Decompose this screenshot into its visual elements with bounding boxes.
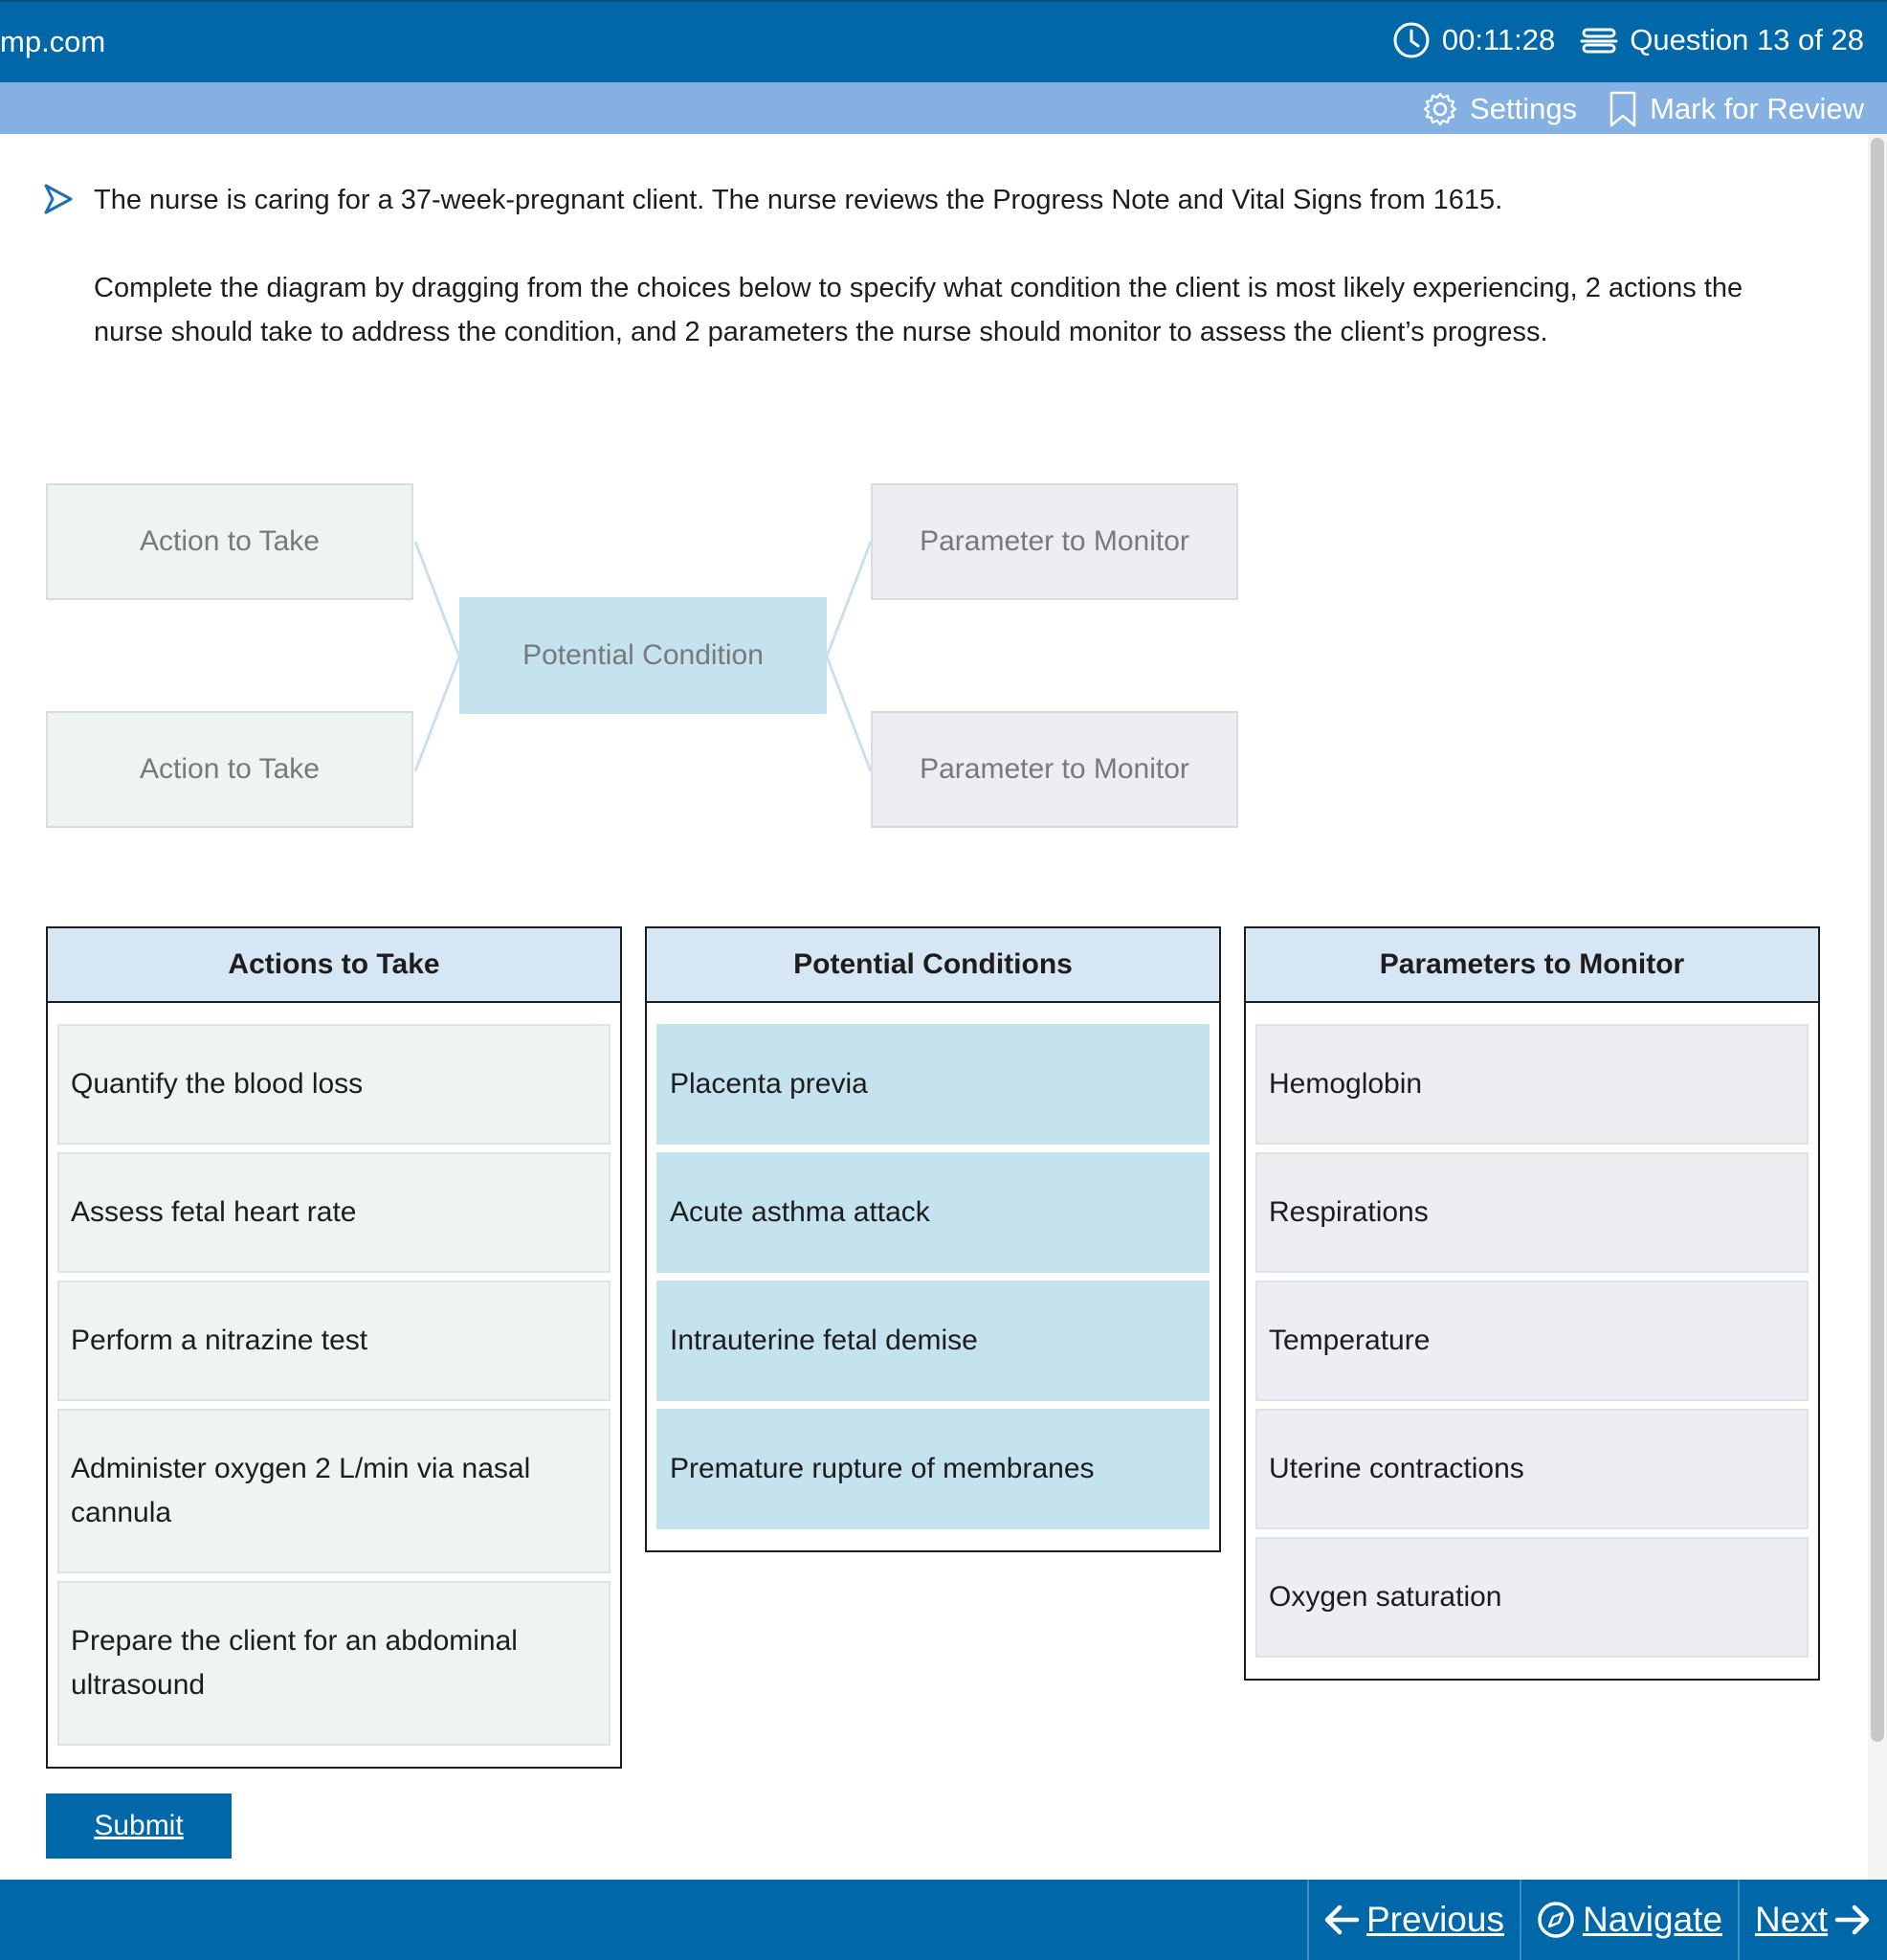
question-arrow-icon xyxy=(44,184,73,214)
submit-button[interactable]: Submit xyxy=(46,1793,232,1859)
question-counter[interactable] xyxy=(1580,23,1864,57)
timer xyxy=(1392,21,1555,59)
mark-for-review-button[interactable] xyxy=(1608,90,1864,128)
navigate-label: Navigate xyxy=(1583,1900,1723,1939)
scrollbar-thumb[interactable] xyxy=(1871,138,1884,1742)
settings-label: Settings xyxy=(1470,92,1578,125)
site-name: mp.com xyxy=(0,25,106,58)
choice-action[interactable]: Administer oxygen 2 L/min via nasal cannula xyxy=(57,1409,610,1573)
choice-parameter[interactable]: Uterine contractions xyxy=(1255,1409,1809,1529)
drop-zone-condition[interactable]: Potential Condition xyxy=(459,597,827,714)
choice-parameter[interactable]: Hemoglobin xyxy=(1255,1024,1809,1145)
choice-action[interactable]: Assess fetal heart rate xyxy=(57,1152,610,1273)
choice-parameter[interactable]: Oxygen saturation xyxy=(1255,1537,1809,1658)
choice-condition[interactable]: Intrauterine fetal demise xyxy=(656,1281,1210,1401)
gear-icon xyxy=(1422,91,1458,127)
choice-parameter[interactable]: Temperature xyxy=(1255,1281,1809,1401)
actions-column-header: Actions to Take xyxy=(48,928,620,1003)
mark-for-review-label: Mark for Review xyxy=(1650,92,1864,125)
parameters-column-header: Parameters to Monitor xyxy=(1246,928,1818,1003)
drop-zone-parameter-top[interactable]: Parameter to Monitor xyxy=(871,483,1238,600)
compass-icon xyxy=(1537,1901,1575,1939)
question-instructions: Complete the diagram by dragging from the choices below to specify what condition the client is most likely experiencing, 2 actions the nurse should take to address the condition, and 2 parameters the nurse should monitor to assess the client’s progress. xyxy=(94,273,1743,347)
clock-icon xyxy=(1392,21,1431,59)
actions-column xyxy=(46,926,622,1769)
drop-zone-action-top[interactable]: Action to Take xyxy=(46,483,413,600)
question-counter-label: Question 13 of 28 xyxy=(1630,23,1864,56)
top-header xyxy=(0,0,1887,82)
question-stem: The nurse is caring for a 37-week-pregnant client. The nurse reviews the Progress Note and Vital Signs from 1615. xyxy=(94,185,1503,215)
settings-button[interactable] xyxy=(1422,91,1577,127)
conditions-column xyxy=(645,926,1221,1552)
arrow-right-icon xyxy=(1833,1903,1872,1937)
answer-diagram xyxy=(0,479,1254,842)
next-label: Next xyxy=(1755,1900,1829,1939)
choice-action[interactable]: Perform a nitrazine test xyxy=(57,1281,610,1401)
choice-action[interactable]: Prepare the client for an abdominal ultrasound xyxy=(57,1581,610,1746)
navigate-button[interactable] xyxy=(1520,1880,1738,1960)
conditions-column-header: Potential Conditions xyxy=(647,928,1219,1003)
bottom-nav-bar xyxy=(0,1880,1887,1960)
parameters-column xyxy=(1244,926,1820,1681)
question-text xyxy=(94,178,1797,354)
previous-label: Previous xyxy=(1366,1900,1504,1939)
drop-zone-parameter-bottom[interactable]: Parameter to Monitor xyxy=(871,711,1238,828)
choice-condition[interactable]: Acute asthma attack xyxy=(656,1152,1210,1273)
arrow-left-icon xyxy=(1322,1903,1361,1937)
choice-parameter[interactable]: Respirations xyxy=(1255,1152,1809,1273)
list-icon xyxy=(1580,26,1618,55)
choice-action[interactable]: Quantify the blood loss xyxy=(57,1024,610,1145)
bookmark-icon xyxy=(1608,90,1638,128)
drop-zone-action-bottom[interactable]: Action to Take xyxy=(46,711,413,828)
timer-value: 00:11:28 xyxy=(1441,23,1556,56)
choice-condition[interactable]: Premature rupture of membranes xyxy=(656,1409,1210,1529)
choice-condition[interactable]: Placenta previa xyxy=(656,1024,1210,1145)
tool-bar xyxy=(0,82,1887,134)
previous-button[interactable] xyxy=(1307,1880,1520,1960)
next-button[interactable] xyxy=(1738,1880,1887,1960)
